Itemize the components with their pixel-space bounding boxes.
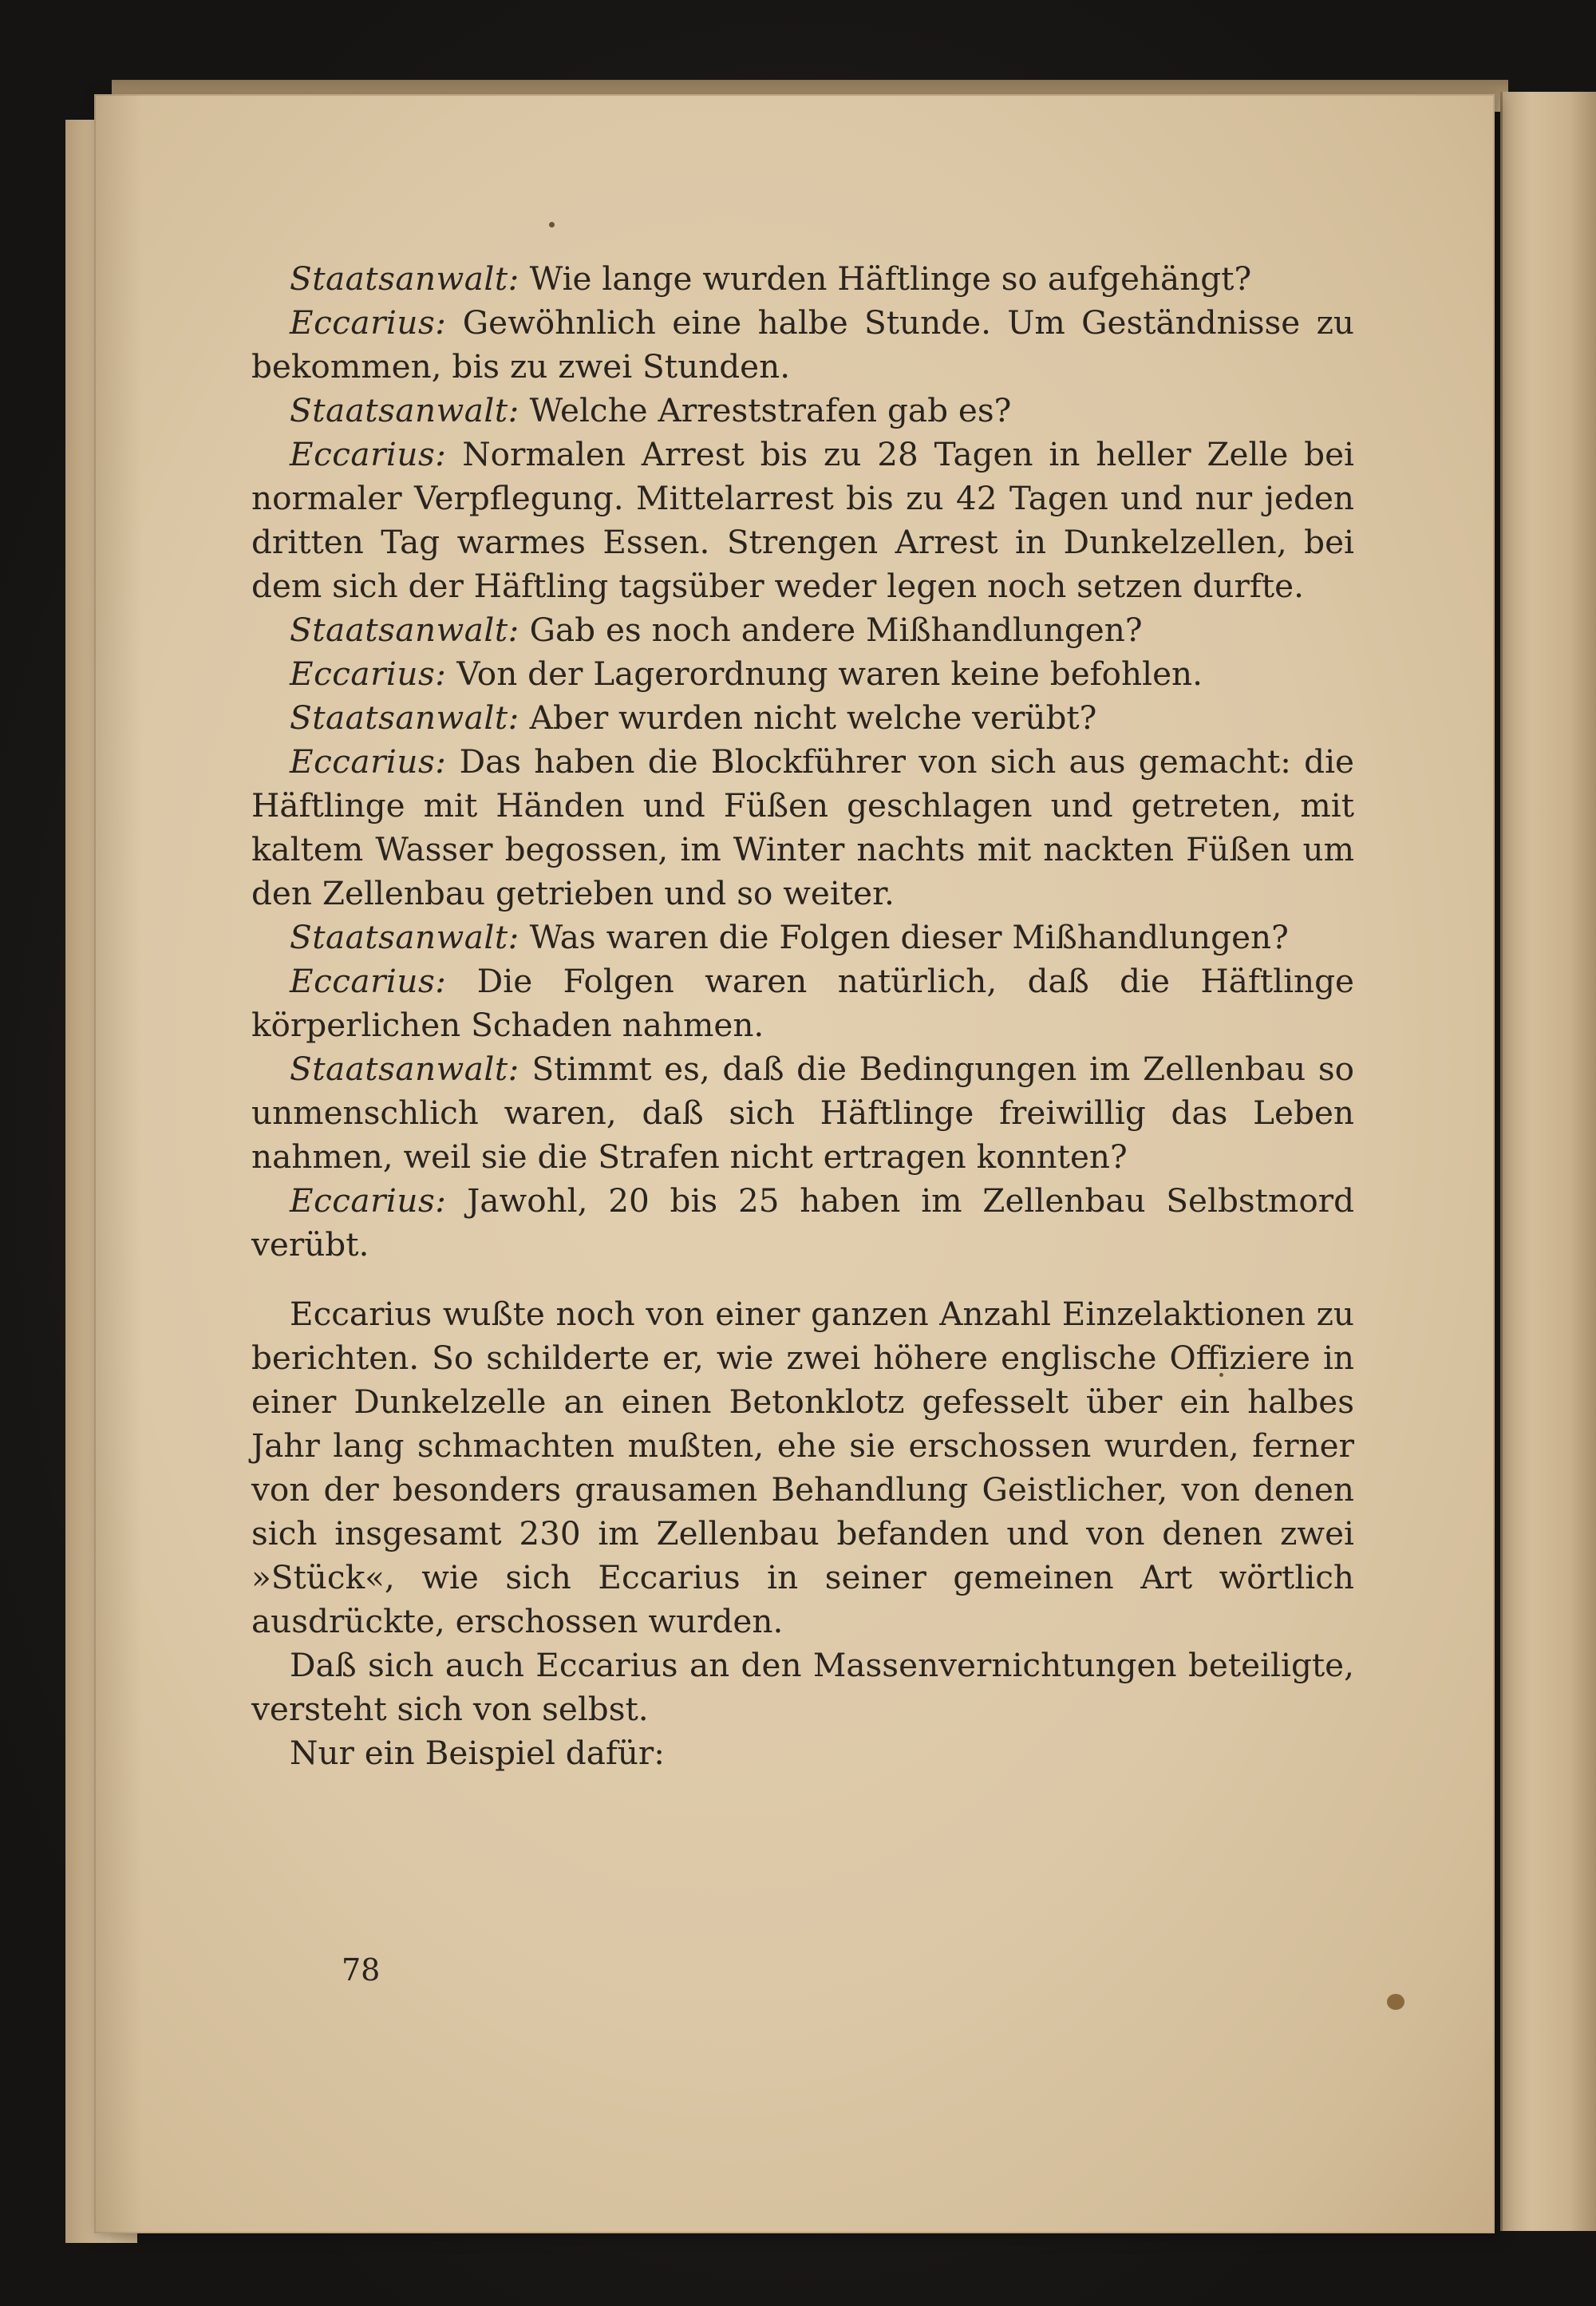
dialogue-line — [251, 916, 1354, 959]
dialogue-line — [251, 1179, 1354, 1267]
dialogue-text: Wie lange wurden Häftlinge so aufgehängt? — [529, 259, 1252, 298]
dialogue-text: Von der Lagerordnung waren keine befohlen. — [456, 655, 1203, 693]
dialogue-line — [251, 301, 1354, 389]
speaker-label: Eccarius: — [290, 742, 447, 781]
body-paragraph: Eccarius wußte noch von einer ganzen Anzahl Einzelaktionen zu berichten. So schilderte er, wie zwei höhere englische Offiziere in einer Dunkelzelle an einen Betonklotz gefesselt über ein halbes Jahr lang schmachten mußten, ehe sie erschossen wurden, ferner von der besonders grausamen Behandlung Geistlicher, von denen sich insgesamt 230 im Zellenbau befanden und von denen zwei »Stück«, wie sich Eccarius in seiner gemeinen Art wörtlich ausdrückte, erschossen wurden. — [251, 1295, 1354, 1640]
speaker-label: Eccarius: — [290, 1181, 447, 1220]
dialogue-line — [251, 959, 1354, 1047]
paper-speck — [549, 222, 555, 227]
dialogue-text: Gewöhnlich eine halbe Stunde. Um Geständnisse zu bekommen, bis zu zwei Stunden. — [251, 303, 1355, 386]
speaker-label: Staatsanwalt: — [290, 391, 519, 429]
speaker-label: Eccarius: — [290, 655, 447, 693]
dialogue-text: Normalen Arrest bis zu 28 Tagen in heller Zelle bei normaler Verpflegung. Mittelarrest bis zu 42 Tagen und nur jeden dritten Tag warmes Essen. Strengen Arrest in Dunkelzellen, bei dem sich der Häftling tagsüber weder legen noch setzen durfte. — [251, 435, 1354, 605]
page-number: 78 — [342, 1952, 381, 1988]
dialogue-line — [251, 1047, 1354, 1179]
speaker-label: Eccarius: — [290, 435, 447, 473]
speaker-label: Staatsanwalt: — [290, 698, 519, 737]
dialogue-line — [251, 389, 1354, 433]
dialogue-text: Aber wurden nicht welche verübt? — [529, 698, 1097, 737]
dialogue-text: Die Folgen waren natürlich, daß die Häftlinge körperlichen Schaden nahmen. — [251, 962, 1354, 1044]
dialogue-text: Stimmt es, daß die Bedingungen im Zellenbau so unmenschlich waren, daß sich Häftlinge freiwillig das Leben nahmen, weil sie die Strafen nicht ertragen konnten? — [251, 1050, 1355, 1176]
page-fold-shadow — [94, 94, 142, 2233]
dialogue-line — [251, 696, 1354, 740]
speaker-label: Staatsanwalt: — [290, 259, 519, 298]
dialogue-line — [251, 433, 1354, 608]
speaker-label: Staatsanwalt: — [290, 918, 519, 956]
speaker-label: Eccarius: — [290, 303, 447, 342]
dialogue-line — [251, 608, 1354, 652]
dialogue-text: Gab es noch andere Mißhandlungen? — [529, 611, 1143, 649]
section-gap — [251, 1267, 1354, 1292]
dialogue-line — [251, 257, 1354, 301]
body-paragraph: Daß sich auch Eccarius an den Massenvernichtungen beteiligte, versteht sich von selbst. — [251, 1646, 1354, 1728]
dialogue-line — [251, 652, 1354, 696]
book-right-edge — [1500, 92, 1596, 2231]
body-paragraph: Nur ein Beispiel dafür: — [290, 1734, 665, 1772]
dialogue-text: Jawohl, 20 bis 25 haben im Zellenbau Selbstmord verübt. — [251, 1181, 1355, 1264]
page-text — [251, 257, 1354, 1775]
dialogue-text: Welche Arreststrafen gab es? — [529, 391, 1012, 429]
paper-stain — [1387, 1994, 1404, 2010]
speaker-label: Staatsanwalt: — [290, 611, 519, 649]
speaker-label: Staatsanwalt: — [290, 1050, 519, 1088]
speaker-label: Eccarius: — [290, 962, 447, 1000]
dialogue-text: Was waren die Folgen dieser Mißhandlungen? — [529, 918, 1289, 956]
dialogue-line — [251, 740, 1354, 916]
dialogue-text: Das haben die Blockführer von sich aus gemacht: die Häftlinge mit Händen und Füßen geschlagen und getreten, mit kaltem Wasser begossen, im Winter nachts mit nackten Füßen um den Zellenbau getrieben und so weiter. — [251, 742, 1355, 912]
